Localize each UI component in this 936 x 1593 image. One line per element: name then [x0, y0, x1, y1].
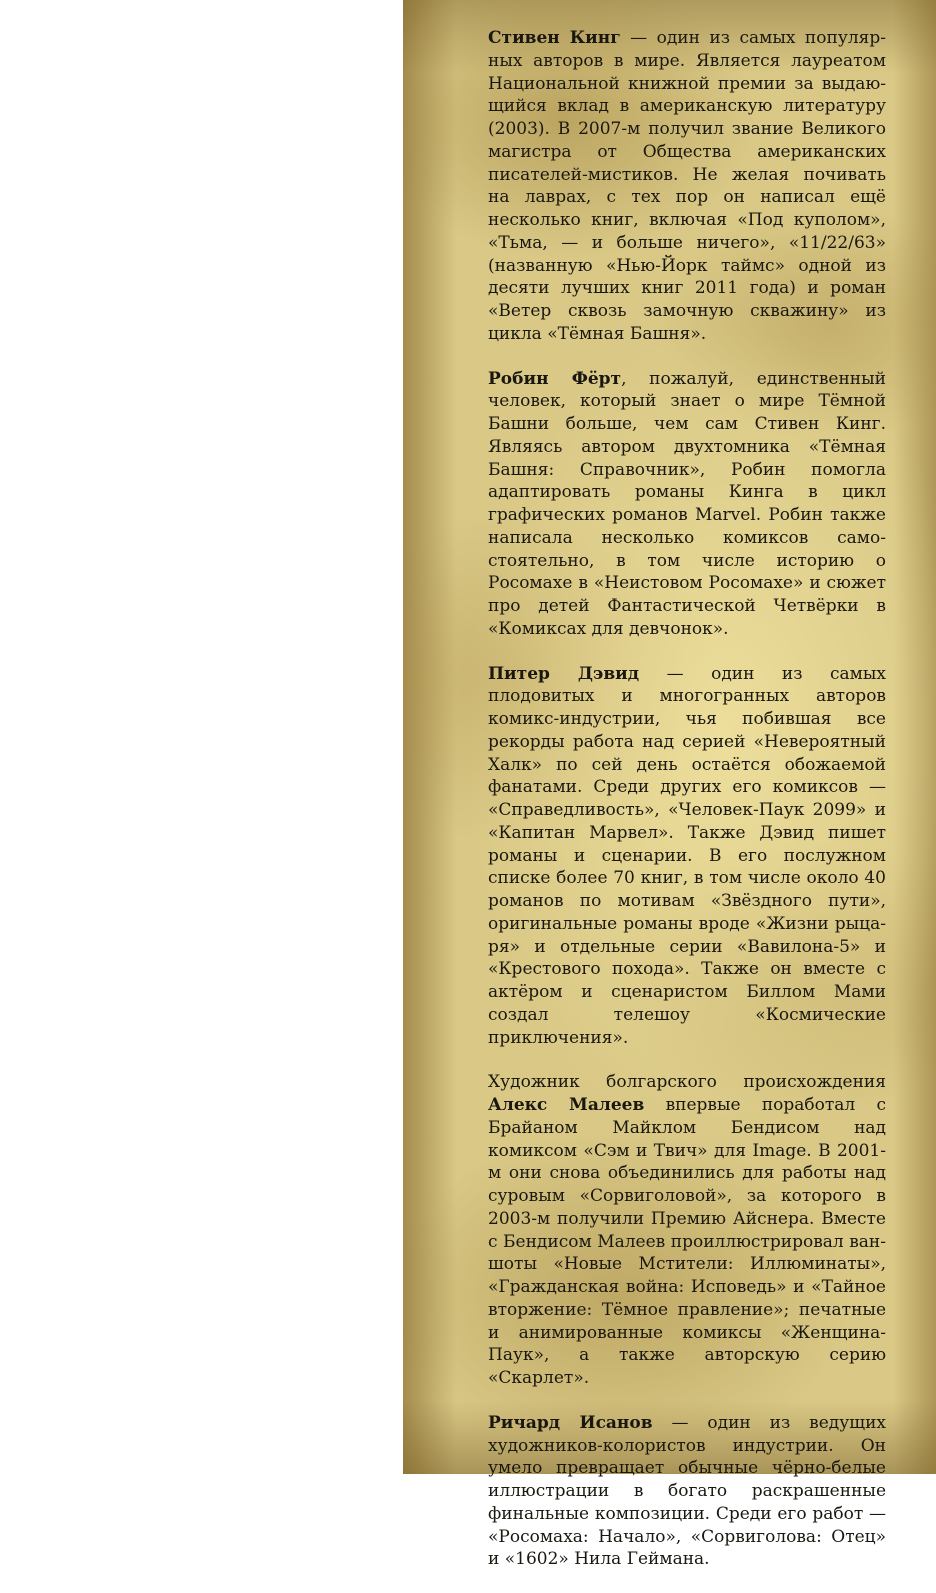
bio-pre: Художник болгарского происхождения	[488, 1072, 886, 1093]
author-name: Алекс Малеев	[488, 1095, 645, 1115]
bio-text: — один из самых плодовитых и многогранных авторов комикс-индустрии, чья побившая все рекорды работа над серией «Невероятный Халк» по сей день остаётся обожаемой фанатами. Среди других его комиксов — «Справедливость», «Человек-Паук 2099» и «Капитан Марвел». Также Дэвид пишет романы и сценарии. В его послужном списке более 70 книг, в том числе около 40 романов по мотивам «Звёздного пути», оригинальные романы вроде «Жизни рыцаря» и отдельные серии «Вавилона-5» и «Крестового похода». Также он вместе с актёром и сценаристом Биллом Мами создал телешоу «Космические приключения».	[488, 663, 887, 1048]
author-name: Ричард Исанов	[488, 1412, 653, 1433]
bio-richard-isanove	[488, 1412, 886, 1571]
bio-alex-maleev	[488, 1071, 886, 1390]
bio-text: , пожалуй, единственный человек, который знает о мире Тёмной Башни больше, чем сам Стивен Кинг. Являясь автором двухтомника «Тёмная Башня: Справочник», Робин помогла адаптировать романы Кинга в цикл графических романов Marvel. Робин также написала несколько комиксов самостоятельно, в том числе историю о Росомахе в «Неистовом Росомахе» и сюжет про детей Фантастической Четвёрки в «Комиксах для девчонок».	[488, 368, 886, 639]
bio-stephen-king	[488, 27, 886, 346]
bio-text: — один из ведущих художников-колористов индустрии. Он умело превращает обычные чёрно-белые иллюстрации в богато раскрашенные финальные композиции. Среди его работ — «Росомаха: Начало», «Сорвиголова: Отец» и «1602» Нила Геймана.	[488, 1412, 886, 1570]
author-bios-column	[488, 27, 886, 1593]
author-name: Стивен Кинг	[488, 28, 621, 48]
bio-text: — один из самых популярных авторов в мире. Является лауреатом Национальной книжной премии за выдающийся вклад в американскую литературу (2003). В 2007-м получил звание Великого магистра от Общества американских писателей-мистиков. Не желая почивать на лаврах, с тех пор он написал ещё несколько книг, включая «Под куполом», «Тьма, — и больше ничего», «11/22/63» (названную «Нью-Йорк таймс» одной из десяти лучших книг 2011 года) и роман «Ветер сквозь замочную скважину» из цикла «Тёмная Башня».	[488, 28, 886, 344]
bio-robin-furth	[488, 368, 886, 641]
author-name: Питер Дэвид	[488, 663, 640, 684]
parchment-panel	[403, 0, 936, 1570]
bio-peter-david	[488, 663, 886, 1050]
bio-text: впервые поработал с Брайаном Майклом Бендисом над комиксом «Сэм и Твич» для Image. В 2001-м они снова объединились для работы над суровым «Сорвиголовой», за которого в 2003-м получили Премию Айснера. Вместе с Бендисом Малеев проиллюстрировал ван-шоты «Новые Мстители: Иллюминаты», «Гражданская война: Исповедь» и «Тайное вторжение: Тёмное правление»; печатные и анимированные комиксы «Женщина-Паук», а также авторскую серию «Скарлет».	[488, 1095, 886, 1388]
author-name: Робин Фёрт	[488, 368, 622, 389]
blank-left-area	[0, 0, 403, 1474]
